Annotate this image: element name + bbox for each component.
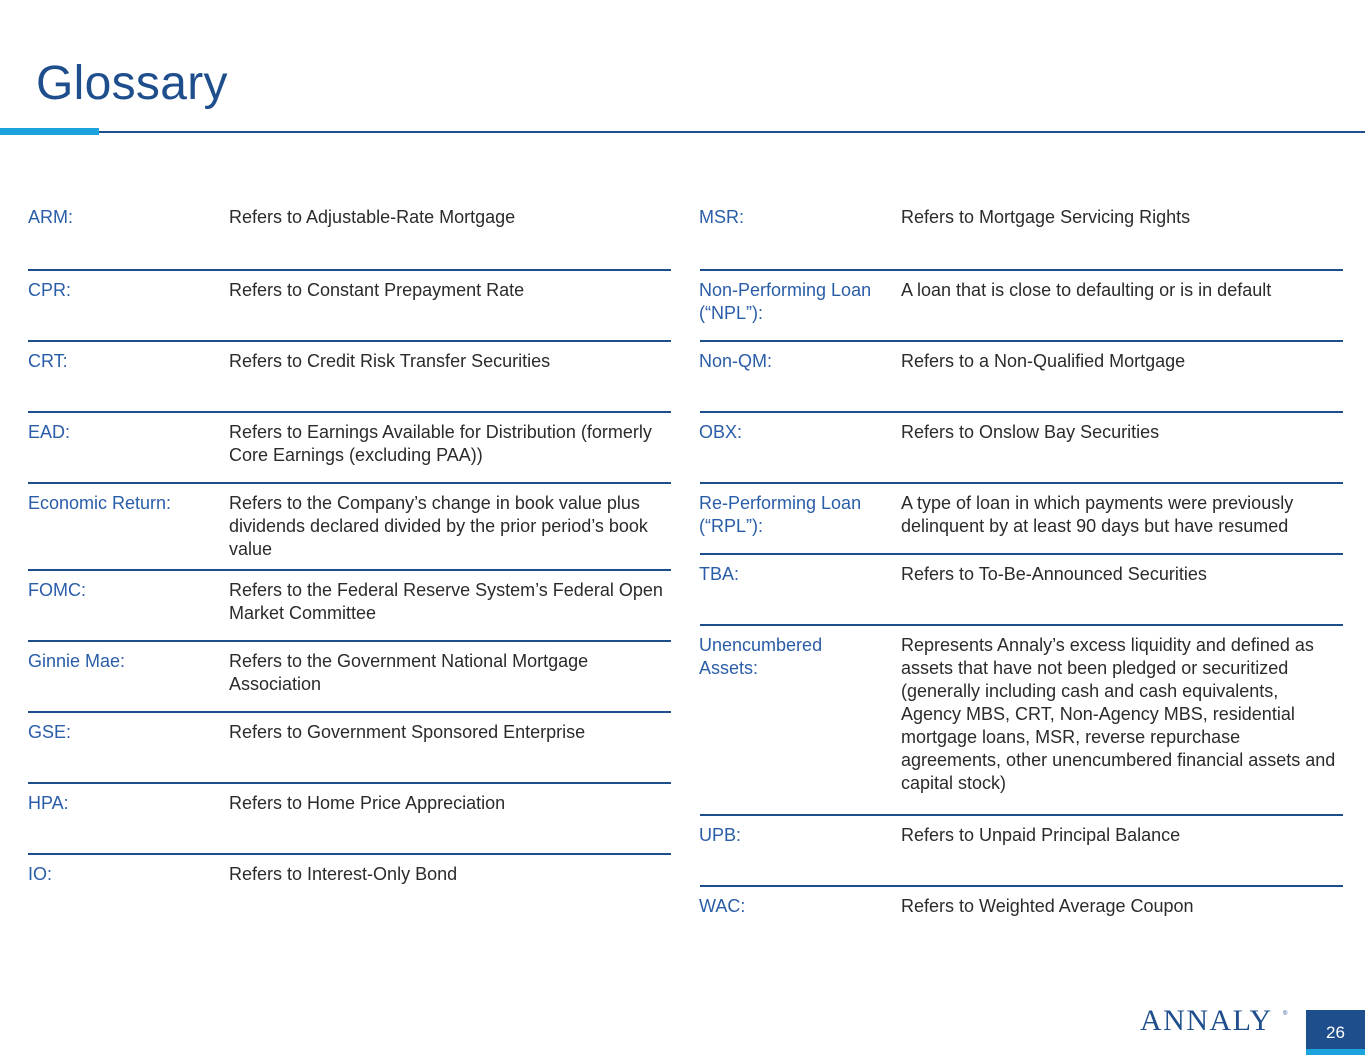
glossary-definition: Refers to To-Be-Announced Securities — [901, 564, 1207, 584]
title-divider-accent — [0, 128, 99, 135]
glossary-definition: Represents Annaly’s excess liquidity and defined as assets that have not been pledged or securitized (generally including cash and cash equivalents, Agency MBS, CRT, Non-Agency MBS, residential mortgage loans, MSR, reverse repurchase agreements, other unencumbered financial assets and capital stock) — [901, 635, 1336, 793]
glossary-term: Re-Performing Loan (“RPL”): — [699, 493, 862, 536]
glossary-definition: Refers to Onslow Bay Securities — [901, 422, 1160, 442]
glossary-entry — [700, 198, 1343, 271]
page-number: 26 — [1306, 1010, 1365, 1055]
glossary-term: Unencumbered Assets: — [699, 635, 823, 678]
glossary-definition: Refers to Interest-Only Bond — [229, 864, 458, 884]
glossary-term: WAC: — [699, 896, 746, 916]
glossary-term: TBA: — [699, 564, 740, 584]
glossary-term: UPB: — [699, 825, 742, 845]
glossary-entry — [28, 342, 671, 413]
glossary-definition: Refers to Weighted Average Coupon — [901, 896, 1194, 916]
glossary-term: FOMC: — [28, 580, 86, 600]
glossary-entry — [28, 855, 671, 915]
glossary-definition: Refers to the Government National Mortgage Association — [229, 651, 589, 694]
glossary-entry — [28, 413, 671, 484]
glossary-entry — [28, 271, 671, 342]
glossary-entry — [700, 555, 1343, 626]
glossary-definition: Refers to Constant Prepayment Rate — [229, 280, 525, 300]
glossary-entry — [700, 413, 1343, 484]
glossary-definition: Refers to Home Price Appreciation — [229, 793, 506, 813]
glossary-term: CRT: — [28, 351, 68, 371]
glossary-definition: Refers to Credit Risk Transfer Securities — [229, 351, 551, 371]
page-title: Glossary — [36, 57, 228, 110]
glossary-entry — [28, 571, 671, 642]
glossary-term: Non-QM: — [699, 351, 773, 371]
glossary-definition: Refers to Earnings Available for Distribution (formerly Core Earnings (excluding PAA)) — [229, 422, 652, 465]
glossary-definition: Refers to Adjustable-Rate Mortgage — [229, 207, 516, 227]
glossary-term: OBX: — [699, 422, 743, 442]
glossary-term: ARM: — [28, 207, 73, 227]
glossary-definition: A loan that is close to defaulting or is in default — [901, 280, 1272, 300]
glossary-entry — [700, 342, 1343, 413]
glossary-definition: Refers to Government Sponsored Enterprise — [229, 722, 586, 742]
glossary-entry — [28, 713, 671, 784]
annaly-logo: ANNALY — [1140, 1004, 1273, 1037]
glossary-entry — [700, 816, 1343, 887]
glossary-definition: Refers to Unpaid Principal Balance — [901, 825, 1181, 845]
glossary-term: Ginnie Mae: — [28, 651, 126, 671]
glossary-term: IO: — [28, 864, 53, 884]
glossary-term: CPR: — [28, 280, 72, 300]
glossary-term: HPA: — [28, 793, 69, 813]
glossary-term: Non-Performing Loan (“NPL”): — [699, 280, 872, 323]
glossary-entry — [28, 642, 671, 713]
page-number-accent — [1306, 1049, 1365, 1055]
glossary-entry — [28, 484, 671, 571]
glossary-entry — [700, 484, 1343, 555]
glossary-left-column — [28, 198, 671, 915]
glossary-term: EAD: — [28, 422, 71, 442]
glossary-term: Economic Return: — [28, 493, 172, 513]
glossary-entry — [700, 271, 1343, 342]
glossary-entry — [700, 626, 1343, 816]
registered-mark: ® — [1283, 1011, 1288, 1017]
title-divider — [0, 131, 1365, 133]
glossary-entry — [700, 887, 1343, 947]
glossary-definition: Refers to a Non-Qualified Mortgage — [901, 351, 1186, 371]
glossary-term: GSE: — [28, 722, 72, 742]
glossary-term: MSR: — [699, 207, 744, 227]
glossary-entry — [28, 784, 671, 855]
glossary-definition: A type of loan in which payments were previously delinquent by at least 90 days but have resumed — [901, 493, 1294, 536]
glossary-definition: Refers to the Company’s change in book value plus dividends declared divided by the prior period’s book value — [229, 493, 648, 559]
glossary-right-column — [700, 198, 1343, 947]
glossary-definition: Refers to Mortgage Servicing Rights — [901, 207, 1191, 227]
glossary-entry — [28, 198, 671, 271]
glossary-definition: Refers to the Federal Reserve System’s Federal Open Market Committee — [229, 580, 663, 623]
